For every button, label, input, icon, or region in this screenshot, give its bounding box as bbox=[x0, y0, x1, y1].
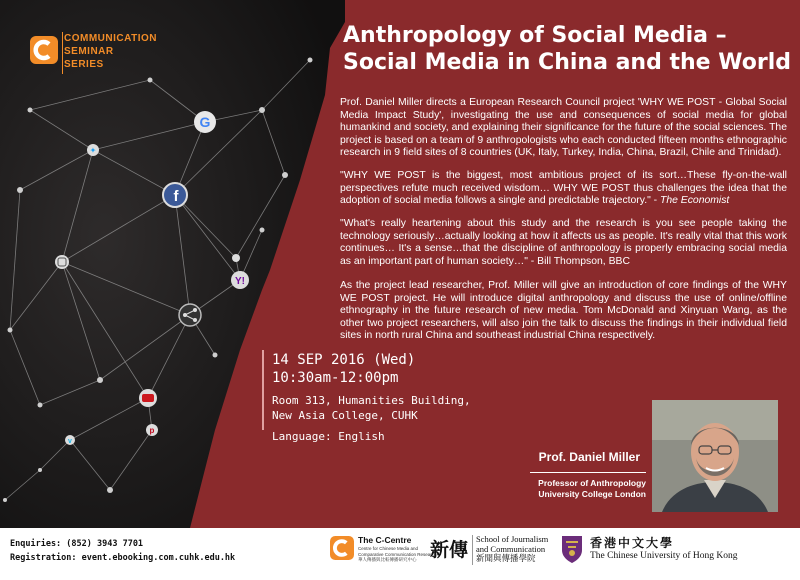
svg-text:p: p bbox=[149, 426, 155, 435]
youtube-icon bbox=[139, 389, 157, 407]
share-icon bbox=[179, 304, 201, 326]
yahoo-icon bbox=[231, 271, 249, 289]
speaker-title-line-2: University College London bbox=[538, 489, 646, 499]
event-date: 14 SEP 2016 (Wed) bbox=[272, 352, 416, 368]
c-centre-subtitle bbox=[358, 546, 437, 563]
event-venue-line-1: Room 313, Humanities Building, bbox=[272, 394, 471, 407]
vimeo-icon bbox=[65, 435, 75, 445]
cuhk-chinese-name: 香港中文大學 bbox=[590, 536, 675, 550]
speaker-affiliation bbox=[520, 478, 646, 500]
twitter-icon bbox=[87, 144, 99, 156]
speaker-title-line-1: Professor of Anthropology bbox=[538, 478, 646, 488]
registration-link[interactable]: Registration: event.ebooking.com.cuhk.edu.hk bbox=[10, 553, 236, 563]
event-details bbox=[272, 351, 471, 444]
paragraph-economist-quote bbox=[340, 170, 787, 208]
event-venue-line-2: New Asia College, CUHK bbox=[272, 409, 418, 422]
event-language: Language: English bbox=[272, 430, 385, 443]
svg-text:G: G bbox=[199, 114, 211, 130]
enquiries-text: Enquiries: (852) 3943 7701 bbox=[10, 539, 144, 549]
economist-quote-text: "WHY WE POST is the biggest, most ambitious project of its sort…These fly-on-the-wall perspectives refute much received wisdom… WHY WE POST thus challenges the idea that the adoption of social media follows a single and predictable trajectory." - bbox=[340, 170, 787, 207]
rss-icon bbox=[232, 254, 240, 262]
paragraph-lecture-summary: As the project lead researcher, Prof. Miller will give an introduction of core findings of the WHY WE POST project. He will introduce digital anthropology and discuss the use of online/offline ethnography in the future research of new media. Tom McDonald and Xinyuan Wang, as the other two project researchers, will also join the talk to discuss the findings in their individual field sites in north rural China and southeast industrial China respectively. bbox=[340, 280, 787, 342]
title-line-2: Social Media in China and the World bbox=[343, 50, 791, 75]
c-centre-logo-icon bbox=[30, 36, 58, 64]
journalism-school-logo bbox=[430, 533, 549, 573]
journalism-line-1: School of Journalism bbox=[476, 534, 549, 544]
series-line-3: SERIES bbox=[64, 59, 104, 70]
svg-text:Y!: Y! bbox=[235, 276, 245, 287]
svg-text:f: f bbox=[173, 188, 179, 205]
journalism-divider bbox=[472, 535, 473, 565]
cuhk-crest-icon bbox=[560, 534, 584, 564]
economist-source: The Economist bbox=[660, 195, 730, 207]
pinterest-icon bbox=[146, 424, 158, 436]
speaker-name: Prof. Daniel Miller bbox=[538, 450, 640, 464]
cuhk-english-name: The Chinese University of Hong Kong bbox=[590, 551, 738, 561]
c-centre-sub-2: Comparative Communication Research bbox=[358, 551, 437, 557]
instagram-icon bbox=[55, 255, 69, 269]
series-line-2: SEMINAR bbox=[64, 46, 114, 57]
facebook-icon bbox=[163, 183, 187, 207]
series-label bbox=[64, 32, 157, 71]
journalism-school-name bbox=[476, 535, 548, 564]
svg-text:✦: ✦ bbox=[89, 146, 97, 155]
speaker-divider bbox=[530, 472, 646, 473]
series-divider bbox=[62, 32, 63, 74]
google-icon bbox=[194, 111, 216, 133]
c-centre-name: The C-Centre bbox=[358, 535, 412, 545]
c-centre-footer-logo bbox=[330, 533, 445, 573]
paragraph-bbc-quote: "What's really heartening about this study and the research is you see people taking the technology seriously…actually looking at how it affects us as people. It's really vital that this work continues… It's a sense…that the discipline of anthropology is properly embracing social media as an important part of human society…" - Bill Thompson, BBC bbox=[340, 218, 787, 267]
event-divider bbox=[262, 350, 264, 430]
event-time: 10:30am-12:00pm bbox=[272, 370, 399, 386]
contact-info bbox=[10, 537, 235, 565]
paragraph-intro: Prof. Daniel Miller directs a European Research Council project 'WHY WE POST - Global Social Media Impact Study', investigating the use and consequences of social media for global humankind and society, and explaining their significance for the future of the social sciences. The project is based on a team of 9 anthropologists who each conducted fifteen months ethnographic research in 9 field sites of 8 countries (UK, Italy, Turkey, India, China, Brazil, Chile and Trinidad). bbox=[340, 97, 787, 159]
series-line-1: COMMUNICATION bbox=[64, 33, 157, 44]
c-centre-sub-1: Centre for Chinese Media and bbox=[358, 546, 419, 551]
journalism-line-2: and Communication bbox=[476, 543, 546, 554]
journalism-line-3: 新聞與傳播學院 bbox=[476, 553, 536, 563]
svg-text:v: v bbox=[68, 438, 72, 445]
c-centre-logo-icon bbox=[330, 536, 354, 560]
page-title bbox=[343, 22, 791, 76]
c-centre-sub-3: 華人傳播與比較傳播研究中心 bbox=[358, 557, 417, 562]
speaker-photo bbox=[652, 400, 778, 512]
cuhk-logo bbox=[560, 532, 790, 572]
title-line-1: Anthropology of Social Media – bbox=[343, 23, 727, 48]
journalism-school-glyph: 新傳 bbox=[430, 539, 469, 561]
